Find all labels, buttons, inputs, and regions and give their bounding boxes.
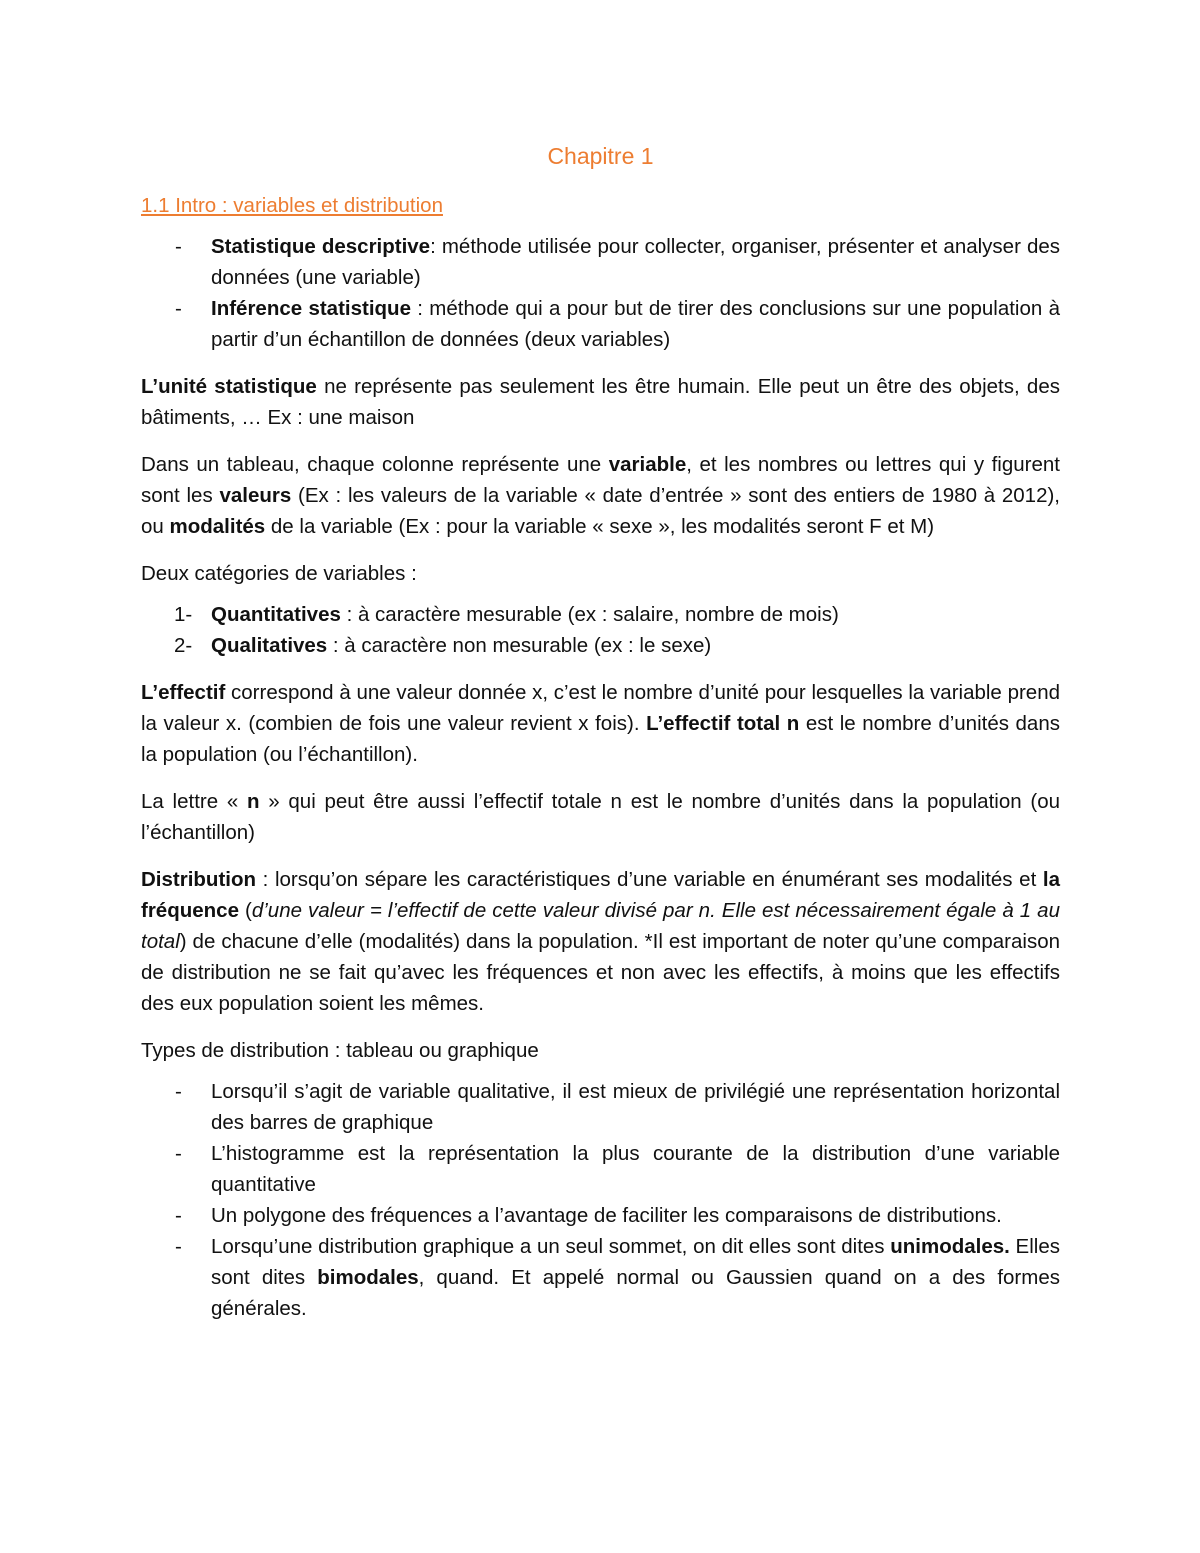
list-item-text: , quand. Et appelé normal ou Gaussien quand on a des formes générales. xyxy=(211,1266,1060,1320)
list-item-text: Lorsqu’il s’agit de variable qualitative, il est mieux de privilégié une représentation horizontal des barres de graphique xyxy=(211,1080,1060,1134)
paragraph-lettre-n xyxy=(141,786,1060,848)
term-effectif: L’effectif xyxy=(141,681,226,704)
list-item-text: L’histogramme est la représentation la plus courante de la distribution d’une variable quantitative xyxy=(211,1142,1060,1196)
section-heading: 1.1 Intro : variables et distribution xyxy=(141,194,443,217)
term-variable: variable xyxy=(608,453,687,476)
paragraph-tableau xyxy=(141,449,1060,542)
list-item xyxy=(141,1076,1060,1138)
paragraph-text: » qui peut être aussi l’effectif totale n est le nombre d’unités dans la population (ou l’échantillon) xyxy=(141,790,1060,844)
types-list xyxy=(141,1076,1060,1324)
paragraph-text: : lorsqu’on sépare les caractéristiques d’une variable en énumérant ses modalités et xyxy=(256,868,1043,891)
paragraph-text: La lettre « xyxy=(141,790,247,813)
paragraph-types-intro: Types de distribution : tableau ou graphique xyxy=(141,1039,539,1062)
paragraph-text: ne représente pas seulement les être humain. Elle peut un être des objets, des bâtiments, … Ex : une maison xyxy=(141,375,1060,429)
list-item-text: Un polygone des fréquences a l’avantage de faciliter les comparaisons de distributions. xyxy=(211,1204,1002,1227)
paragraph-text: (Ex : les valeurs de la variable « date d’entrée » sont des entiers de 1980 à 2012), ou xyxy=(141,484,1060,538)
list-item-text: Elles sont dites xyxy=(211,1235,1060,1289)
paragraph-text: de la variable (Ex : pour la variable « sexe », les modalités seront F et M) xyxy=(265,515,935,538)
intro-list xyxy=(141,231,1060,355)
list-item xyxy=(141,1231,1060,1324)
term-inference-statistique: Inférence statistique xyxy=(211,297,411,320)
term-qualitatives: Qualitatives xyxy=(211,634,328,657)
list-item xyxy=(141,599,1060,630)
paragraph-effectif xyxy=(141,677,1060,770)
paragraph-text: est le nombre d’unités dans la population (ou l’échantillon). xyxy=(141,712,1060,766)
term-modalites: modalités xyxy=(169,515,266,538)
list-item xyxy=(141,293,1060,355)
list-item xyxy=(141,231,1060,293)
term-frequence: la fréquence xyxy=(141,868,1060,922)
definition-text: : méthode qui a pour but de tirer des conclusions sur une population à partir d’un échantillon de données (deux variables) xyxy=(211,297,1060,351)
bullet-marker: - xyxy=(175,235,182,258)
list-item xyxy=(141,1200,1060,1231)
bullet-marker: - xyxy=(175,1204,182,1227)
term-unimodales: unimodales. xyxy=(890,1235,1010,1258)
paragraph-text: correspond à une valeur donnée x, c’est le nombre d’unité pour lesquelles la variable prend la valeur x. (combien de fois une valeur revient x fois). xyxy=(141,681,1060,735)
paragraph-categories-intro: Deux catégories de variables : xyxy=(141,562,417,585)
definition-text: : à caractère non mesurable (ex : le sexe) xyxy=(327,634,712,657)
bullet-marker: - xyxy=(175,1080,182,1103)
bullet-marker: - xyxy=(175,297,182,320)
term-effectif-total: L’effectif total n xyxy=(646,712,800,735)
term-unite-statistique: L’unité statistique xyxy=(141,375,317,398)
term-distribution: Distribution xyxy=(141,868,257,891)
paragraph-text: Dans un tableau, chaque colonne représente une xyxy=(141,453,609,476)
list-item-text: Lorsqu’une distribution graphique a un seul sommet, on dit elles sont dites xyxy=(211,1235,891,1258)
paragraph-distribution xyxy=(141,864,1060,1019)
chapter-title: Chapitre 1 xyxy=(547,143,654,169)
number-marker: 2- xyxy=(174,634,193,657)
bullet-marker: - xyxy=(175,1142,182,1165)
term-n: n xyxy=(247,790,260,813)
definition-text: : méthode utilisée pour collecter, organiser, présenter et analyser des données (une variable) xyxy=(211,235,1060,289)
paragraph-text: ( xyxy=(238,899,252,922)
italic-note: d’une valeur = l’effectif de cette valeur divisé par n. Elle est nécessairement égale à 1 au total xyxy=(141,899,1060,953)
definition-text: : à caractère mesurable (ex : salaire, nombre de mois) xyxy=(340,603,839,626)
document-page xyxy=(141,138,1060,1340)
list-item xyxy=(141,630,1060,661)
list-item xyxy=(141,1138,1060,1200)
term-quantitatives: Quantitatives xyxy=(211,603,341,626)
term-valeurs: valeurs xyxy=(219,484,292,507)
paragraph-text: ) de chacune d’elle (modalités) dans la population. *Il est important de noter qu’une comparaison de distribution ne se fait qu’avec les fréquences et non avec les effectifs, à moins que les effectifs des eux population soient les mêmes. xyxy=(141,930,1060,1015)
term-bimodales: bimodales xyxy=(317,1266,419,1289)
paragraph-text: , et les nombres ou lettres qui y figurent sont les xyxy=(141,453,1060,507)
bullet-marker: - xyxy=(175,1235,182,1258)
paragraph-unite-statistique xyxy=(141,371,1060,433)
number-marker: 1- xyxy=(174,603,193,626)
categories-list xyxy=(141,599,1060,661)
term-statistique-descriptive: Statistique descriptive xyxy=(211,235,431,258)
